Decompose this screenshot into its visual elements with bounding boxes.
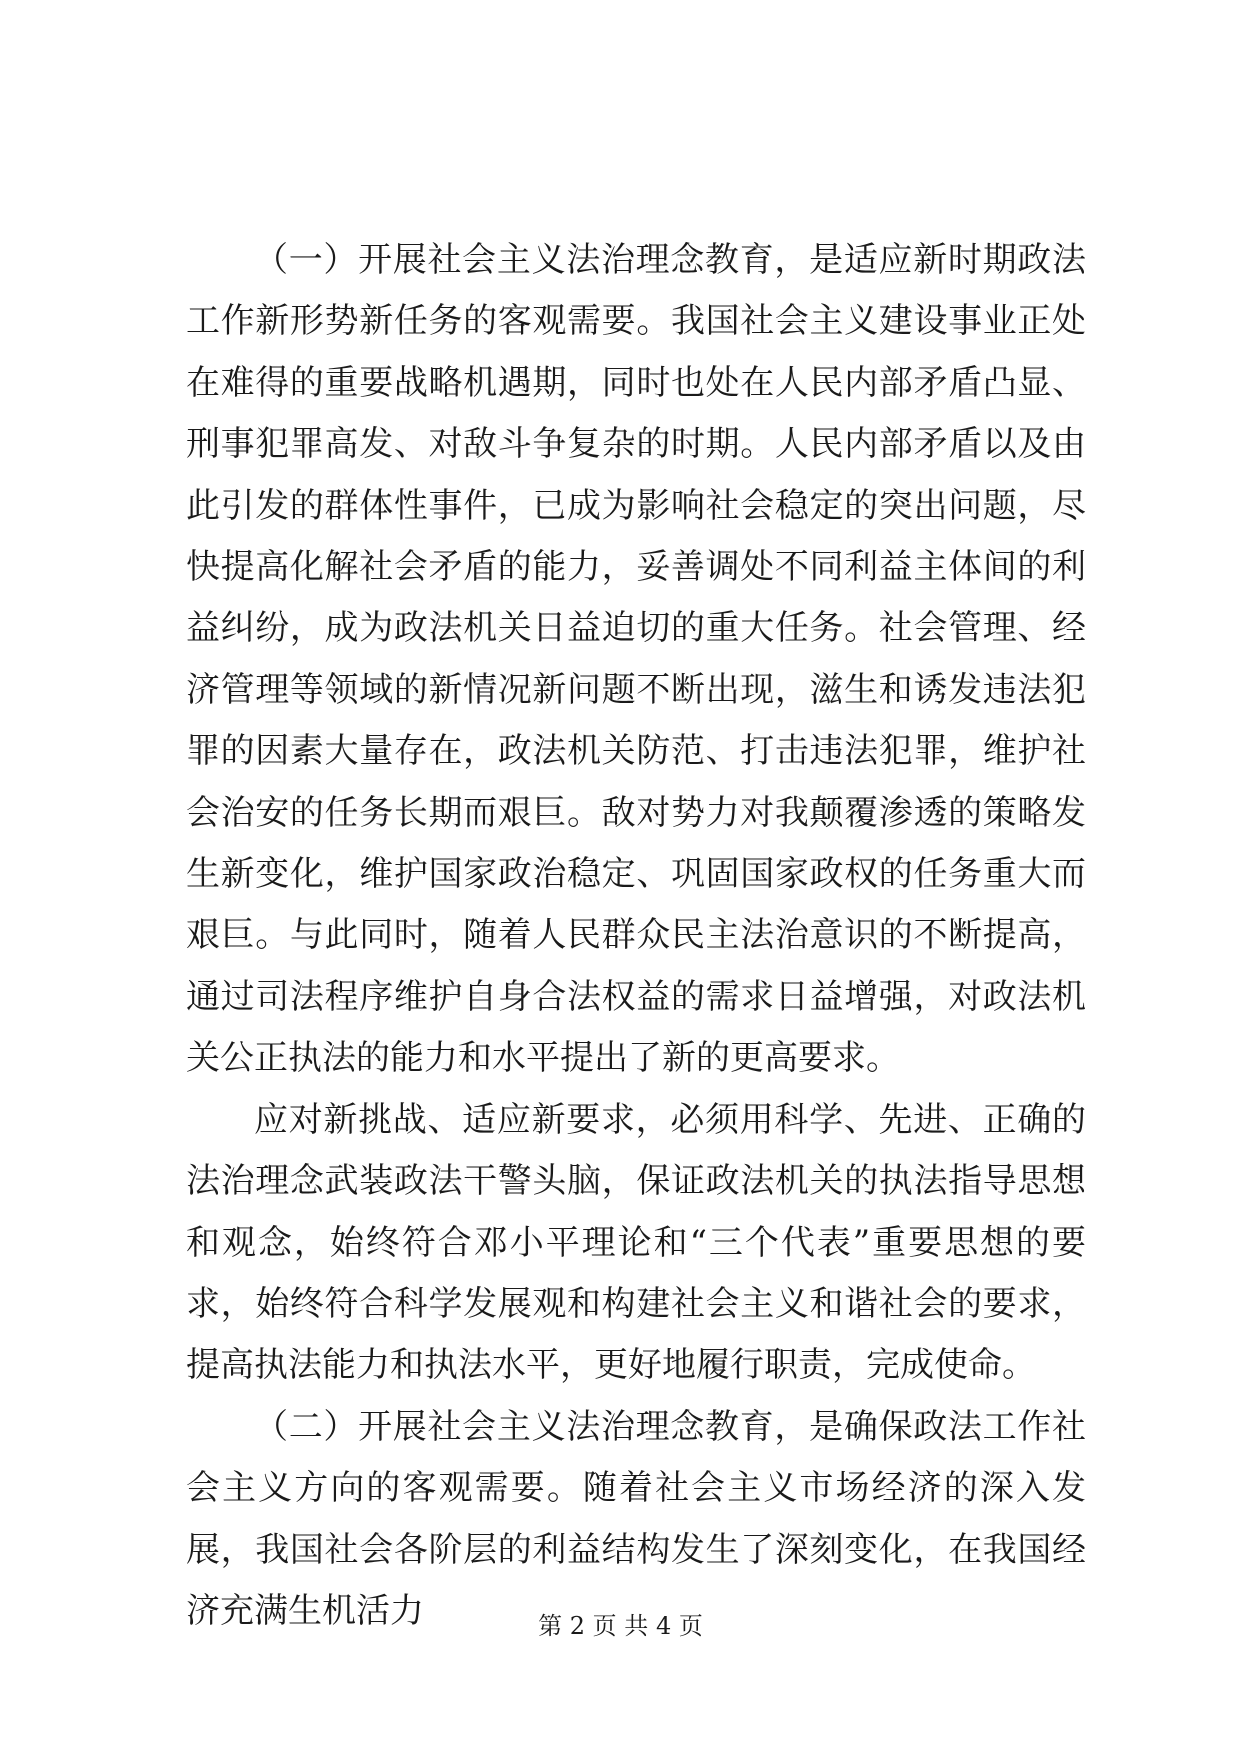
paragraph-1: （一）开展社会主义法治理念教育，是适应新时期政法工作新形势新任务的客观需要。我国社会主义建设事业正处在难得的重要战略机遇期，同时也处在人民内部矛盾凸显、刑事犯罪高发、对敌斗争复杂的时期。人民内部矛盾以及由此引发的群体性事件，已成为影响社会稳定的突出问题，尽快提高化解社会矛盾的能力，妥善调处不同利益主体间的利益纠纷，成为政法机关日益迫切的重大任务。社会管理、经济管理等领域的新情况新问题不断出现，滋生和诱发违法犯罪的因素大量存在，政法机关防范、打击违法犯罪，维护社会治安的任务长期而艰巨。敌对势力对我颠覆渗透的策略发生新变化，维护国家政治稳定、巩固国家政权的任务重大而艰巨。与此同时，随着人民群众民主法治意识的不断提高，通过司法程序维护自身合法权益的需求日益增强，对政法机关公正执法的能力和水平提出了新的更高要求。	[186, 240, 1086, 1079]
paragraph-2: 应对新挑战、适应新要求，必须用科学、先进、正确的法治理念武装政法干警头脑，保证政法机关的执法指导思想和观念，始终符合邓小平理论和“三个代表”重要思想的要求，始终符合科学发展观和构建社会主义和谐社会的要求，提高执法能力和执法水平，更好地履行职责，完成使命。	[186, 1099, 1086, 1386]
page-footer	[0, 1610, 1241, 1642]
paragraph-3: （二）开展社会主义法治理念教育，是确保政法工作社会主义方向的客观需要。随着社会主义市场经济的深入发展，我国社会各阶层的利益结构发生了深刻变化，在我国经济充满生机活力	[186, 1406, 1086, 1631]
document-body	[186, 230, 1086, 1642]
page-number-label: 第 2 页 共 4 页	[538, 1612, 703, 1640]
